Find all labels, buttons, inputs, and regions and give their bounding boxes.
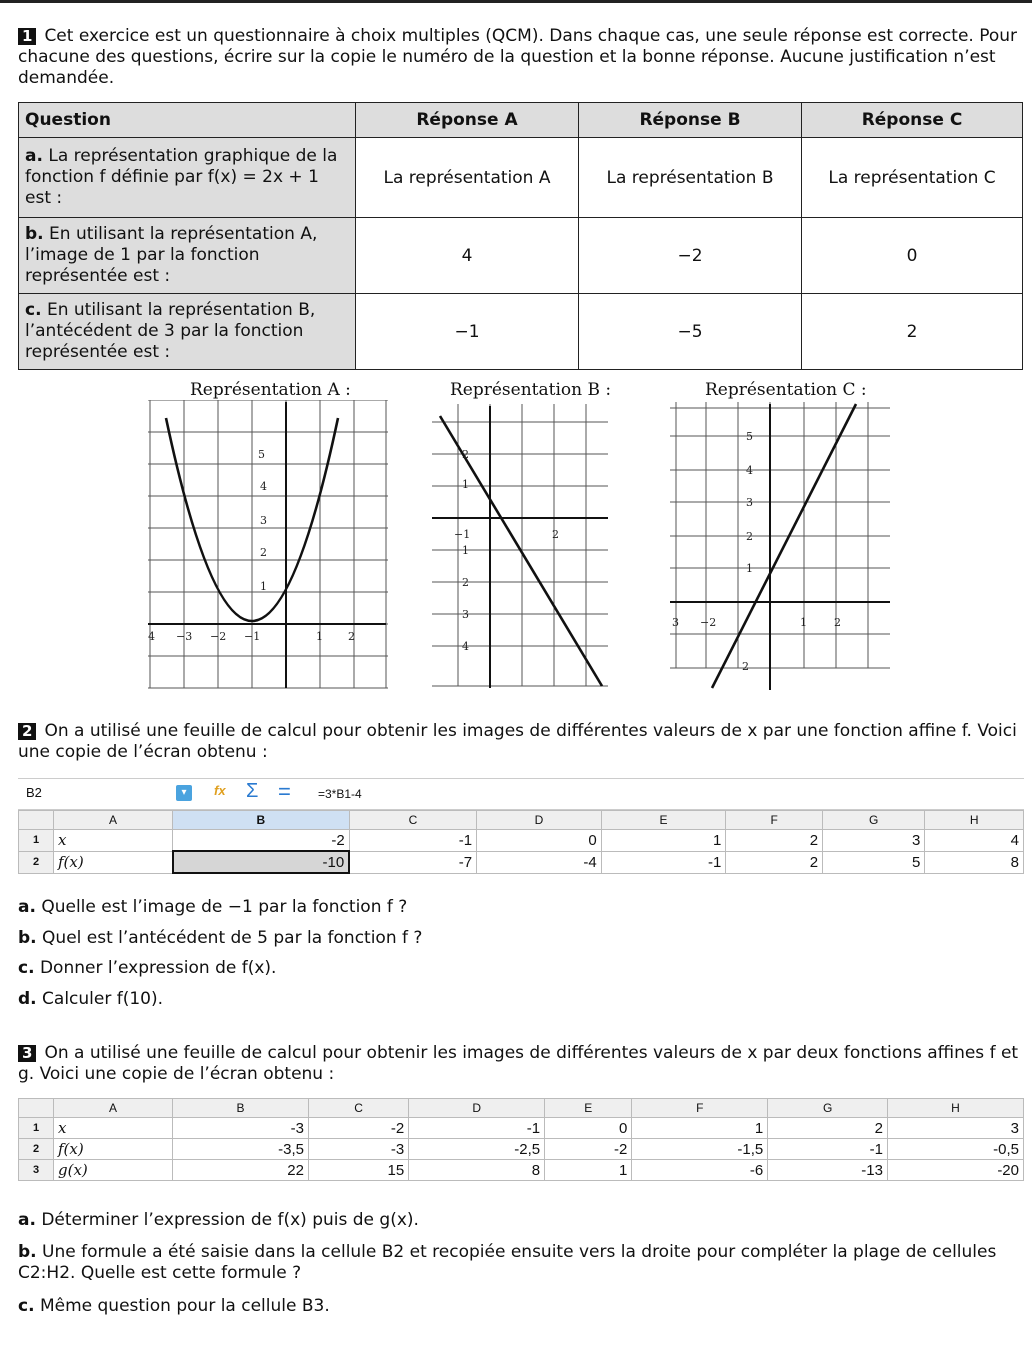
sheet-cell[interactable]: -4 [477, 851, 602, 873]
column-header[interactable]: A [54, 1099, 173, 1118]
exercise-2-number: 2 [18, 723, 36, 740]
sheet-cell[interactable]: -3,5 [173, 1139, 309, 1160]
svg-text:2: 2 [742, 660, 749, 673]
svg-text:4: 4 [462, 640, 469, 653]
column-header[interactable]: E [545, 1099, 632, 1118]
graph-b [432, 404, 610, 690]
exercise-1-text: Cet exercice est un questionnaire à choix multiples (QCM). Dans chaque cas, une seule réponse est correcte. Pour chacune des questions, écrire sur la copie le numéro de la question et la bonne réponse. Aucune justification n’est demandée. [18, 26, 1018, 88]
graph-a-grid [148, 400, 388, 688]
column-header[interactable]: G [823, 811, 925, 830]
sheet-cell[interactable]: -2 [308, 1118, 408, 1139]
qcm-question-label: a. [25, 146, 43, 166]
column-header[interactable]: A [54, 811, 173, 830]
graph-c-line [712, 404, 856, 688]
row-header[interactable]: 3 [19, 1160, 54, 1181]
graph-a-title: Représentation A : [190, 380, 351, 400]
column-header[interactable]: B [173, 811, 350, 830]
ex3-question-a [18, 1210, 419, 1231]
svg-text:2: 2 [348, 630, 355, 643]
sheet-cell[interactable]: 1 [632, 1118, 768, 1139]
question-label: b. [18, 928, 37, 948]
column-header[interactable]: H [887, 1099, 1023, 1118]
column-header[interactable]: F [632, 1099, 768, 1118]
qcm-answer-cell: La représentation C [802, 138, 1023, 218]
qcm-question-text: En utilisant la représentation B, l’antécédent de 3 par la fonction représentée est : [25, 300, 316, 362]
svg-text:1: 1 [260, 580, 267, 593]
sheet-cell[interactable]: 15 [308, 1160, 408, 1181]
qcm-question-a [19, 138, 356, 218]
sheet-cell[interactable]: 5 [823, 851, 925, 873]
sheet-cell[interactable]: -1 [601, 851, 726, 873]
graph-c-title: Représentation C : [705, 380, 867, 400]
question-text: Même question pour la cellule B3. [39, 1296, 330, 1316]
sheet-cell[interactable]: -3 [308, 1139, 408, 1160]
sheet-cell[interactable]: -6 [632, 1160, 768, 1181]
sheet-cell[interactable]: -20 [887, 1160, 1023, 1181]
graph-a [148, 400, 388, 690]
question-label: a. [18, 1210, 36, 1230]
qcm-answer-cell: −2 [579, 218, 802, 294]
sheet-cell[interactable]: -0,5 [887, 1139, 1023, 1160]
exercise-1-intro [18, 26, 1024, 89]
svg-text:1: 1 [746, 562, 753, 575]
question-label: a. [18, 897, 36, 917]
top-rule [0, 0, 1032, 3]
graph-c [670, 402, 892, 692]
qcm-answer-cell: La représentation A [356, 138, 579, 218]
svg-text:−1: −1 [454, 528, 471, 541]
selected-cell[interactable]: -10 [173, 851, 350, 873]
spreadsheet-ex3 [18, 1098, 1024, 1181]
qcm-answer-cell: 2 [802, 294, 1023, 370]
formula-input[interactable]: =3*B1-4 [318, 787, 362, 801]
sheet-cell[interactable]: 3 [823, 830, 925, 852]
svg-text:5: 5 [746, 430, 753, 443]
sheet-cell[interactable]: -2,5 [409, 1139, 545, 1160]
corner-cell [19, 1099, 54, 1118]
column-header[interactable]: E [601, 811, 726, 830]
sheet-cell[interactable]: 4 [925, 830, 1024, 852]
svg-text:3: 3 [746, 496, 753, 509]
sheet-cell[interactable]: -1 [768, 1139, 888, 1160]
sheet-cell[interactable]: g(x) [54, 1160, 173, 1181]
qcm-answer-cell: −5 [579, 294, 802, 370]
sheet-cell[interactable]: 1 [601, 830, 726, 852]
sheet-cell[interactable]: x [54, 1118, 173, 1139]
ex3-question-c [18, 1296, 330, 1317]
qcm-question-text: En utilisant la représentation A, l’image de 1 par la fonction représentée est : [25, 224, 318, 286]
formula-bar [18, 778, 1024, 810]
sheet-cell[interactable]: 3 [887, 1118, 1023, 1139]
sum-icon[interactable]: Σ [246, 780, 259, 802]
equals-icon[interactable]: = [278, 779, 291, 804]
exercise-3-intro [18, 1043, 1024, 1085]
question-label: d. [18, 989, 37, 1009]
qcm-question-label: b. [25, 224, 44, 244]
ex2-question-c [18, 958, 276, 979]
sheet-cell[interactable]: -7 [349, 851, 476, 873]
column-header[interactable]: C [308, 1099, 408, 1118]
qcm-header-a: Réponse A [356, 103, 579, 138]
function-wizard-icon[interactable]: fx [214, 783, 226, 798]
sheet-cell[interactable]: -13 [768, 1160, 888, 1181]
qcm-question-label: c. [25, 300, 42, 320]
qcm-answer-cell: −1 [356, 294, 579, 370]
svg-text:4: 4 [260, 480, 267, 493]
sheet-cell[interactable]: 8 [409, 1160, 545, 1181]
svg-text:4: 4 [746, 464, 753, 477]
exercise-2-text: On a utilisé une feuille de calcul pour obtenir les images de différentes valeurs de x par une fonction affine f. Voici une copie de l’écran obtenu : [18, 721, 1017, 762]
ex2-question-b [18, 928, 422, 949]
svg-text:4: 4 [148, 630, 155, 643]
row-header[interactable]: 2 [19, 851, 54, 873]
qcm-header-b: Réponse B [579, 103, 802, 138]
svg-text:3: 3 [462, 608, 469, 621]
question-text: Quel est l’antécédent de 5 par la fonction f ? [42, 928, 423, 948]
svg-text:2: 2 [746, 530, 753, 543]
sheet-cell[interactable]: f(x) [54, 1139, 173, 1160]
svg-text:2: 2 [552, 528, 559, 541]
sheet-cell[interactable]: -2 [545, 1139, 632, 1160]
svg-text:1: 1 [800, 616, 807, 629]
qcm-table [18, 102, 1023, 370]
svg-text:5: 5 [258, 448, 265, 461]
exercise-1-number: 1 [18, 28, 36, 45]
svg-text:−1: −1 [244, 630, 261, 643]
qcm-question-b [19, 218, 356, 294]
svg-text:−2: −2 [210, 630, 227, 643]
sheet-cell[interactable]: f(x) [54, 851, 173, 873]
graph-b-title: Représentation B : [450, 380, 612, 400]
svg-text:1: 1 [316, 630, 323, 643]
ex2-question-a [18, 897, 407, 918]
svg-text:1: 1 [462, 544, 469, 557]
column-header[interactable]: F [726, 811, 823, 830]
svg-text:3: 3 [260, 514, 267, 527]
ex2-question-d [18, 989, 163, 1010]
svg-text:2: 2 [834, 616, 841, 629]
qcm-question-c [19, 294, 356, 370]
question-label: c. [18, 1296, 35, 1316]
column-header[interactable]: B [173, 1099, 309, 1118]
column-header[interactable]: D [409, 1099, 545, 1118]
sheet-cell[interactable]: -2 [173, 830, 350, 852]
svg-text:2: 2 [462, 576, 469, 589]
exercise-3-text: On a utilisé une feuille de calcul pour obtenir les images de différentes valeurs de x par deux fonctions affines f et g. Voici une copie de l’écran obtenu : [18, 1043, 1019, 1084]
question-label: b. [18, 1242, 37, 1262]
row-header[interactable]: 1 [19, 830, 54, 852]
qcm-header-question: Question [19, 103, 356, 138]
cell-reference[interactable]: B2 [26, 785, 42, 800]
sheet-cell[interactable]: 2 [726, 851, 823, 873]
sheet-cell[interactable]: 8 [925, 851, 1024, 873]
sheet-cell[interactable]: 0 [477, 830, 602, 852]
sheet-cell[interactable]: 0 [545, 1118, 632, 1139]
sheet-cell[interactable]: 2 [768, 1118, 888, 1139]
sheet-cell[interactable]: -1 [349, 830, 476, 852]
qcm-question-text: La représentation graphique de la fonction f définie par f(x) = 2x + 1 est : [25, 146, 338, 208]
column-header[interactable]: G [768, 1099, 888, 1118]
corner-cell [19, 811, 54, 830]
svg-text:2: 2 [462, 448, 469, 461]
ex3-question-b [18, 1242, 1024, 1284]
question-text: Quelle est l’image de −1 par la fonction f ? [41, 897, 408, 917]
sheet-cell[interactable]: 1 [545, 1160, 632, 1181]
svg-text:2: 2 [260, 546, 267, 559]
sheet-cell[interactable]: 22 [173, 1160, 309, 1181]
column-header[interactable]: C [349, 811, 476, 830]
question-text: Donner l’expression de f(x). [39, 958, 277, 978]
chevron-down-icon[interactable]: ▾ [176, 785, 192, 801]
sheet-cell[interactable]: 2 [726, 830, 823, 852]
svg-text:1: 1 [462, 478, 469, 491]
sheet-cell[interactable]: -3 [173, 1118, 309, 1139]
qcm-header-c: Réponse C [802, 103, 1023, 138]
question-label: c. [18, 958, 35, 978]
question-text: Déterminer l’expression de f(x) puis de g(x). [41, 1210, 419, 1230]
exercise-2-intro [18, 721, 1024, 763]
qcm-answer-cell: 4 [356, 218, 579, 294]
svg-text:−3: −3 [176, 630, 193, 643]
qcm-answer-cell: La représentation B [579, 138, 802, 218]
sheet-cell[interactable]: -1 [409, 1118, 545, 1139]
exercise-3-number: 3 [18, 1045, 36, 1062]
question-text: Une formule a été saisie dans la cellule B2 et recopiée ensuite vers la droite pour compléter la plage de cellules C2:H2. Quelle est cette formule ? [18, 1242, 997, 1283]
svg-text:−2: −2 [700, 616, 717, 629]
sheet-cell[interactable]: -1,5 [632, 1139, 768, 1160]
row-header[interactable]: 1 [19, 1118, 54, 1139]
row-header[interactable]: 2 [19, 1139, 54, 1160]
svg-text:3: 3 [672, 616, 679, 629]
column-header[interactable]: H [925, 811, 1024, 830]
question-text: Calculer f(10). [42, 989, 164, 1009]
qcm-answer-cell: 0 [802, 218, 1023, 294]
spreadsheet-ex2 [18, 810, 1024, 874]
column-header[interactable]: D [477, 811, 602, 830]
sheet-cell[interactable]: x [54, 830, 173, 852]
